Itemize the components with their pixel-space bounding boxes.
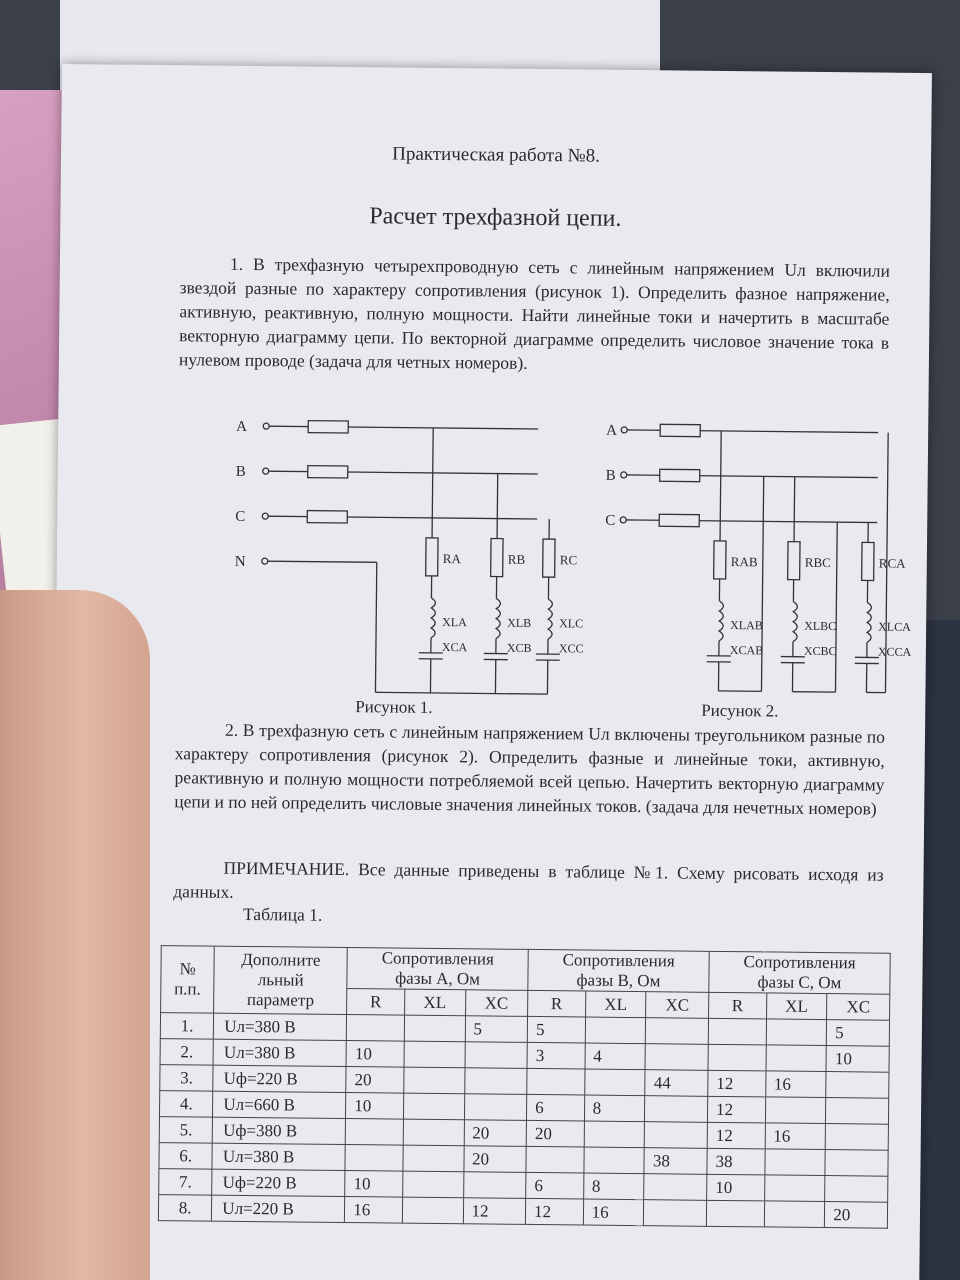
data-table: [158, 945, 891, 1229]
row-parameter: Uл=380 В: [212, 1143, 345, 1170]
row-value: [764, 1149, 825, 1176]
row-value: [645, 1044, 708, 1071]
row-value: [644, 1174, 707, 1201]
row-parameter: Uл=380 В: [214, 1013, 347, 1040]
row-value: [825, 1176, 888, 1203]
row-value: [645, 1096, 708, 1123]
row-value: 20: [464, 1120, 527, 1147]
fig2-rca: RCA: [878, 555, 906, 571]
row-number: 4.: [159, 1091, 213, 1118]
row-number: 6.: [159, 1143, 213, 1170]
row-value: [465, 1042, 528, 1069]
row-value: 4: [585, 1043, 646, 1070]
sub-xc-a: XC: [465, 990, 528, 1017]
row-value: 5: [527, 1016, 585, 1043]
row-value: [766, 1019, 827, 1046]
row-parameter: Uф=380 В: [213, 1117, 346, 1144]
row-value: 5: [827, 1020, 890, 1047]
row-value: [347, 1015, 405, 1042]
row-value: 16: [583, 1199, 644, 1226]
note-text: ПРИМЕЧАНИЕ. Все данные приведены в таблице №1. Схему рисовать исходя из данных.: [173, 857, 884, 902]
sub-xl-c: XL: [766, 993, 827, 1020]
header-phase-b: Сопротивления фазы B, Ом: [528, 949, 709, 992]
row-value: 16: [765, 1071, 826, 1098]
row-value: [404, 1067, 465, 1094]
row-value: 12: [707, 1096, 765, 1123]
fig1-label-n: N: [234, 553, 246, 570]
header-phase-c: Сопротивления фазы C, Ом: [709, 951, 890, 994]
row-value: [402, 1171, 463, 1198]
fig1-xcc: XCC: [558, 641, 584, 656]
row-number: 5.: [159, 1117, 213, 1144]
row-number: 7.: [159, 1169, 213, 1196]
row-parameter: Uл=380 В: [213, 1039, 346, 1066]
row-value: [645, 1122, 708, 1149]
row-value: 20: [825, 1202, 888, 1229]
row-value: [584, 1069, 645, 1096]
fig2-xcca: XCCA: [877, 644, 912, 659]
header-number: № п.п.: [161, 946, 215, 1014]
fig1-ra: RA: [442, 551, 461, 567]
fig2-xcab: XCAB: [729, 643, 764, 658]
fig1-label-c: C: [235, 508, 246, 525]
header-parameter: Дополните льный параметр: [214, 946, 348, 1014]
row-parameter: Uф=220 В: [213, 1065, 346, 1092]
row-value: [706, 1200, 764, 1227]
fig2-label-a: A: [606, 422, 618, 439]
row-parameter: Uф=220 В: [212, 1169, 345, 1196]
sub-xl-a: XL: [404, 989, 465, 1016]
row-value: [464, 1068, 527, 1095]
fig1-label-b: B: [235, 463, 246, 480]
row-value: 38: [707, 1148, 765, 1175]
row-value: [644, 1200, 707, 1227]
row-value: [464, 1094, 527, 1121]
fig2-label-b: B: [605, 467, 616, 484]
row-value: [765, 1097, 826, 1124]
row-number: 1.: [160, 1013, 214, 1040]
circuit-diagrams: [225, 406, 912, 713]
row-value: 5: [465, 1016, 528, 1043]
row-value: 20: [526, 1120, 584, 1147]
fig2-xlca: XLCA: [878, 619, 911, 634]
row-value: 3: [527, 1042, 585, 1069]
row-value: [345, 1119, 403, 1146]
fig1-rc: RC: [559, 552, 578, 568]
row-value: 20: [346, 1067, 404, 1094]
row-value: [463, 1172, 526, 1199]
row-value: [826, 1098, 889, 1125]
row-value: 38: [644, 1148, 707, 1175]
row-value: [584, 1121, 645, 1148]
row-value: [825, 1124, 888, 1151]
fig2-rbc: RBC: [804, 554, 831, 571]
sub-xc-b: XC: [646, 992, 709, 1019]
row-number: 3.: [160, 1065, 214, 1092]
row-value: 8: [584, 1095, 645, 1122]
row-parameter: Uл=220 В: [212, 1195, 345, 1222]
row-value: 16: [345, 1197, 403, 1224]
row-value: [646, 1018, 709, 1045]
row-number: 8.: [158, 1195, 212, 1222]
row-value: [764, 1201, 825, 1228]
table-body: [158, 1013, 889, 1229]
fig1-xla: XLA: [442, 615, 467, 630]
row-value: 6: [526, 1172, 584, 1199]
sub-xl-b: XL: [585, 991, 646, 1018]
sub-r-b: R: [528, 990, 586, 1017]
topic-title: Расчет трехфазной цепи.: [369, 203, 622, 232]
figure-1-caption: Рисунок 1.: [355, 697, 433, 717]
row-value: 10: [345, 1171, 403, 1198]
table-caption: Таблица 1.: [243, 903, 323, 925]
row-value: [403, 1145, 464, 1172]
fig2-xlab: XLAB: [730, 618, 763, 633]
row-value: [826, 1072, 889, 1099]
row-value: 10: [707, 1174, 765, 1201]
fig1-xlc: XLC: [559, 616, 584, 631]
fig1-label-a: A: [236, 418, 248, 435]
fig2-xlbc: XLBC: [804, 618, 837, 634]
row-value: [825, 1150, 888, 1177]
background-hand: [0, 590, 150, 1280]
row-value: [526, 1146, 584, 1173]
row-value: 10: [346, 1041, 404, 1068]
figure-1-labels: [234, 419, 586, 656]
sub-r-c: R: [709, 992, 767, 1019]
fig2-label-c: C: [605, 512, 616, 529]
row-value: 20: [463, 1146, 526, 1173]
row-value: [585, 1017, 646, 1044]
row-value: [403, 1093, 464, 1120]
row-value: 12: [707, 1122, 765, 1149]
sub-r-a: R: [347, 989, 405, 1016]
worksheet-page: [49, 64, 932, 1280]
row-value: [402, 1197, 463, 1224]
header-phase-a: Сопротивления фазы A, Ом: [347, 948, 528, 991]
row-parameter: Uл=660 В: [213, 1091, 346, 1118]
fig1-xlb: XLB: [507, 615, 532, 630]
figure-2-caption: Рисунок 2.: [701, 700, 779, 721]
row-value: [708, 1044, 766, 1071]
row-value: 16: [765, 1123, 826, 1150]
row-value: [766, 1045, 827, 1072]
row-value: 12: [463, 1198, 526, 1225]
row-value: 10: [346, 1093, 404, 1120]
fig1-rb: RB: [507, 551, 526, 567]
row-value: [708, 1018, 766, 1045]
row-value: 12: [708, 1070, 766, 1097]
sub-xc-c: XC: [827, 994, 890, 1021]
fig1-xcb: XCB: [506, 640, 532, 655]
fig1-xca: XCA: [441, 640, 468, 655]
row-value: [527, 1068, 585, 1095]
task-1-text: 1. В трехфазную четырехпроводную сеть с линейным напряжением Uл включили звездой разные по характеру сопротивления (рисунок 1). Определить фазное напряжение, активную, реактивную, полную мощности. Найти линейные токи и начертить в масштабе векторную диаграмму цепи. По векторной диаграмме определить числовое значение тока в нулевом проводе (задача для четных номеров).: [178, 253, 890, 373]
row-value: 12: [525, 1198, 583, 1225]
row-value: 6: [527, 1094, 585, 1121]
row-value: [584, 1147, 645, 1174]
work-title: Практическая работа №8.: [392, 143, 601, 167]
row-value: [404, 1015, 465, 1042]
row-value: 44: [645, 1070, 708, 1097]
row-value: 8: [583, 1173, 644, 1200]
fig2-xcbc: XCBC: [803, 643, 837, 659]
row-value: [403, 1119, 464, 1146]
row-value: [404, 1041, 465, 1068]
row-value: [764, 1175, 825, 1202]
task-2-text: 2. В трехфазную сеть с линейным напряжением Uл включены треугольником разные по характеру сопротивления (рисунок 2). Определить фазные и линейные токи, активную, реактивную и полную мощности потребляемой всей цепью. Начертить векторную диаграмму цепи и по ней определить числовые значения линейных токов. (задача для нечетных номеров): [174, 719, 886, 819]
fig2-rab: RAB: [730, 554, 758, 570]
row-value: [345, 1145, 403, 1172]
row-value: 10: [826, 1046, 889, 1073]
row-number: 2.: [160, 1039, 214, 1066]
